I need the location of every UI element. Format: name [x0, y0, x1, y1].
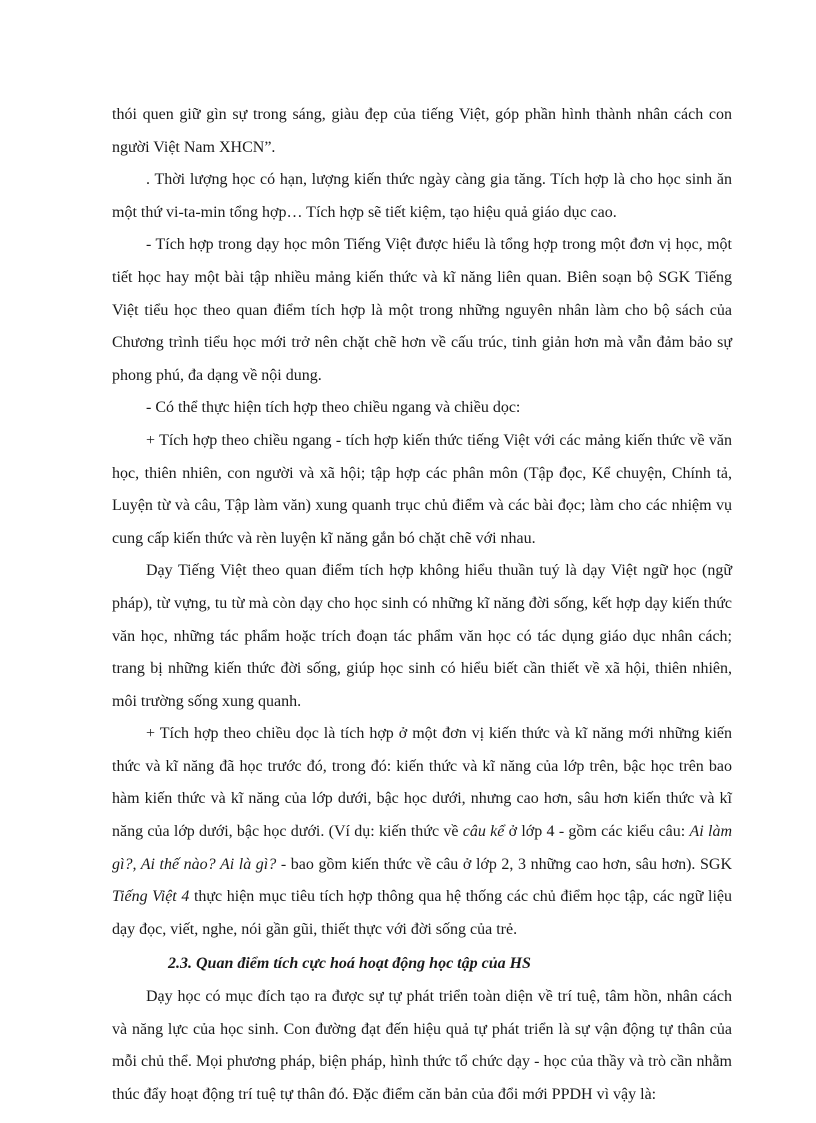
text-run: - bao gồm kiến thức về câu ở lớp 2, 3 những cao hơn, sâu hơn). SGK — [276, 855, 732, 873]
text-run: + Tích hợp theo chiều dọc là tích hợp ở một đơn vị kiến thức và kĩ năng mới những kiến thức và kĩ năng đã học trước đó, trong đó: kiến thức và kĩ năng của lớp trên, bậc học trên bao hàm kiến thức và kĩ năng của lớp dưới, bậc học dưới, nhưng cao hơn, sâu hơn kiến thức và kĩ năng của lớp dưới, bậc học dưới. (Ví dụ: kiến thức về — [112, 725, 732, 841]
italic-term: câu kể — [462, 823, 505, 841]
italic-examples: Ai làm gì?, Ai thế nào? Ai là gì? — [112, 823, 733, 873]
paragraph-4: - Có thể thực hiện tích hợp theo chiều ngang và chiều dọc: — [146, 399, 521, 417]
section-heading: 2.3. Quan điểm tích cực hoá hoạt động học tập của HS — [168, 955, 531, 973]
paragraph-8: Dạy học có mục đích tạo ra được sự tự phát triển toàn diện về trí tuệ, tâm hồn, nhân cách và năng lực của học sinh. Con đường đạt đến hiệu quả tự phát triển là sự vận động tự thân của mỗi chủ thể. Mọi phương pháp, biện pháp, hình thức tổ chức dạy - học của thầy và trò cần nhằm thúc đẩy hoạt động trí tuệ tự thân đó. Đặc điểm căn bản của đổi mới PPDH vì vậy là: — [112, 988, 732, 1103]
paragraph-3: - Tích hợp trong dạy học môn Tiếng Việt được hiểu là tổng hợp trong một đơn vị học, một tiết học hay một bài tập nhiều mảng kiến thức và kĩ năng liên quan. Biên soạn bộ SGK Tiếng Việt tiểu học theo quan điểm tích hợp là một trong những nguyên nhân làm cho bộ sách của Chương trình tiểu học mới trở nên chặt chẽ hơn về cấu trúc, tinh giản hơn mà vẫn đảm bảo sự phong phú, đa dạng về nội dung. — [112, 236, 732, 384]
paragraph-7 — [112, 718, 732, 946]
paragraph-2: . Thời lượng học có hạn, lượng kiến thức ngày càng gia tăng. Tích hợp là cho học sinh ăn một thứ vi-ta-min tổng hợp… Tích hợp sẽ tiết kiệm, tạo hiệu quả giáo dục cao. — [112, 171, 732, 221]
italic-book-title: Tiếng Việt 4 — [112, 888, 190, 906]
paragraph-1: thói quen giữ gìn sự trong sáng, giàu đẹp của tiếng Việt, góp phần hình thành nhân cách con người Việt Nam XHCN”. — [112, 106, 732, 156]
paragraph-5: + Tích hợp theo chiều ngang - tích hợp kiến thức tiếng Việt với các mảng kiến thức về văn học, thiên nhiên, con người và xã hội; tập hợp các phân môn (Tập đọc, Kể chuyện, Chính tả, Luyện từ và câu, Tập làm văn) xung quanh trục chủ điểm và các bài đọc; làm cho các nhiệm vụ cung cấp kiến thức và rèn luyện kĩ năng gắn bó chặt chẽ với nhau. — [112, 431, 732, 547]
paragraph-6: Dạy Tiếng Việt theo quan điểm tích hợp không hiểu thuần tuý là dạy Việt ngữ học (ngữ pháp), từ vựng, tu từ mà còn dạy cho học sinh có những kĩ năng đời sống, kết hợp dạy kiến thức văn học, những tác phẩm hoặc trích đoạn tác phẩm văn học có tác dụng giáo dục nhân cách; trang bị những kiến thức đời sống, giúp học sinh có hiểu biết cần thiết về xã hội, thiên nhiên, môi trường sống xung quanh. — [112, 562, 732, 710]
text-run: thực hiện mục tiêu tích hợp thông qua hệ thống các chủ điểm học tập, các ngữ liệu dạy đọc, viết, nghe, nói gần gũi, thiết thực với đời sống của trẻ. — [112, 888, 732, 938]
text-run: ở lớp 4 - gồm các kiểu câu: — [504, 823, 690, 841]
